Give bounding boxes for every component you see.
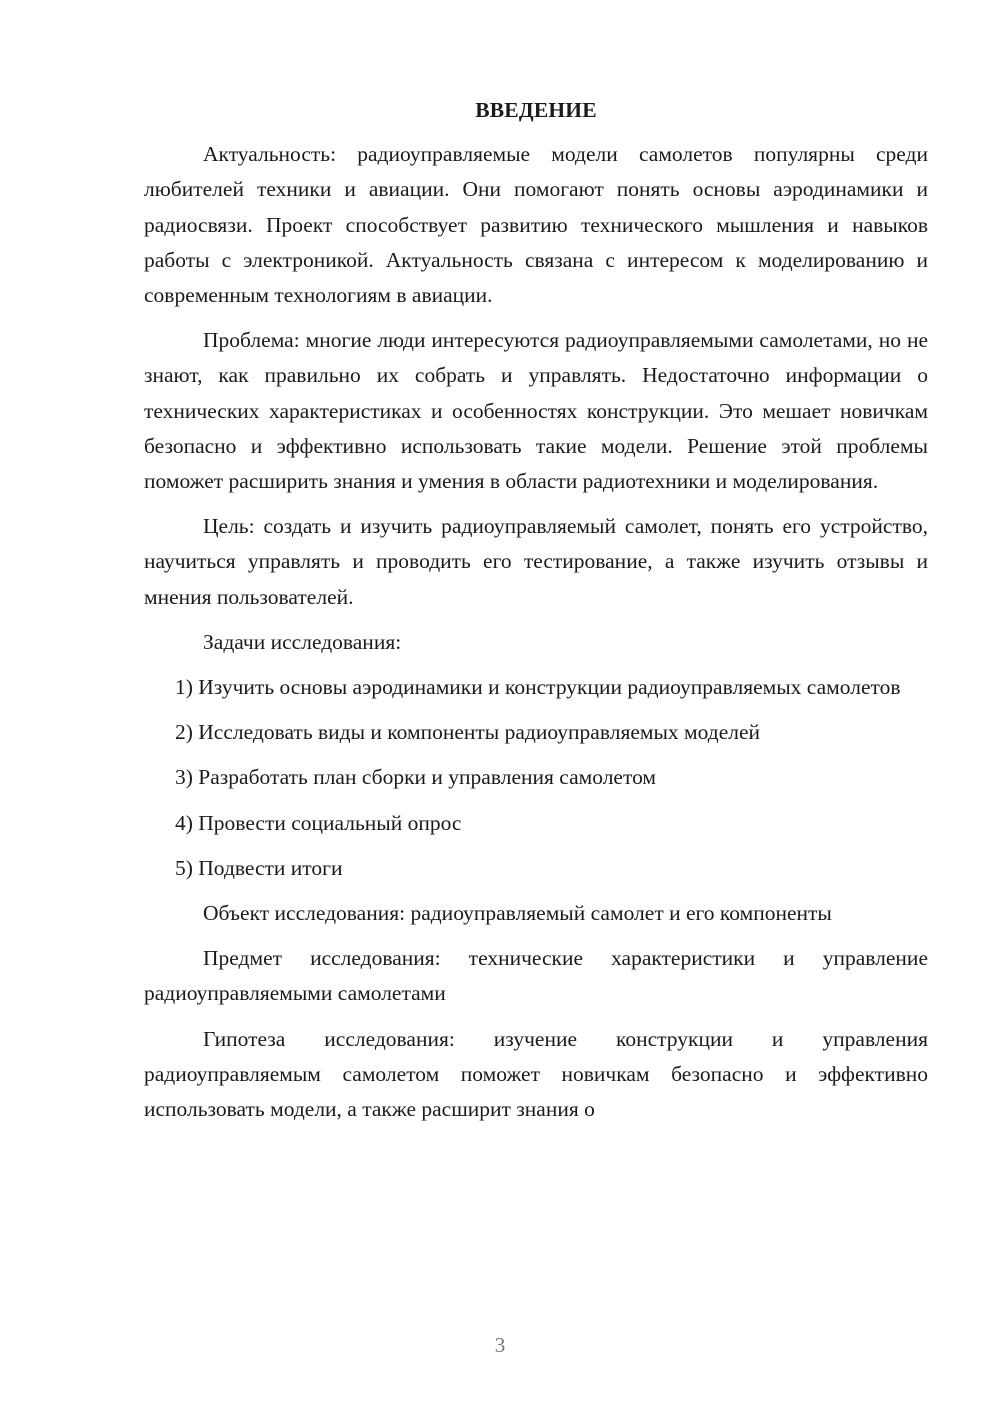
section-title: ВВЕДЕНИЕ [475,98,597,122]
task-item: 4) Провести социальный опрос [175,810,462,835]
object-paragraph: Объект исследования: радиоуправляемый самолет и его компоненты [203,901,832,926]
subject-paragraph: Предмет исследования: технические характеристики и управление радиоуправляемыми самолетами [144,946,928,1006]
task-item: 5) Подвести итоги [175,855,343,880]
relevance-paragraph: Актуальность: радиоуправляемые модели самолетов популярны среди любителей техники и авиации. Они помогают понять основы аэродинамики и радиосвязи. Проект способствует развитию технического мышления и навыков работы с электроникой. Актуальность связана с интересом к моделированию и современным технологиям в авиации. [144,142,928,308]
tasks-list [144,670,928,886]
hypothesis-paragraph: Гипотеза исследования: изучение конструкции и управления радиоуправляемым самолетом поможет новичкам безопасно и эффективно использовать модели, а также расширит знания о [144,1026,928,1122]
tasks-heading: Задачи исследования: [203,629,402,654]
problem-paragraph: Проблема: многие люди интересуются радиоуправляемыми самолетами, но не знают, как правильно их собрать и управлять. Недостаточно информации о технических характеристиках и особенностях конструкции. Это мешает новичкам безопасно и эффективно использовать такие модели. Решение этой проблемы поможет расширить знания и умения в области радиотехники и моделирования. [144,328,928,494]
document-page [144,93,928,1137]
task-item: 1) Изучить основы аэродинамики и конструкции радиоуправляемых самолетов [175,675,901,700]
task-item: 2) Исследовать виды и компоненты радиоуправляемых моделей [175,720,761,745]
goal-paragraph: Цель: создать и изучить радиоуправляемый самолет, понять его устройство, научиться управлять и проводить его тестирование, а также изучить отзывы и мнения пользователей. [144,514,928,609]
page-number: 3 [494,1333,506,1357]
task-item: 3) Разработать план сборки и управления самолетом [175,765,657,790]
